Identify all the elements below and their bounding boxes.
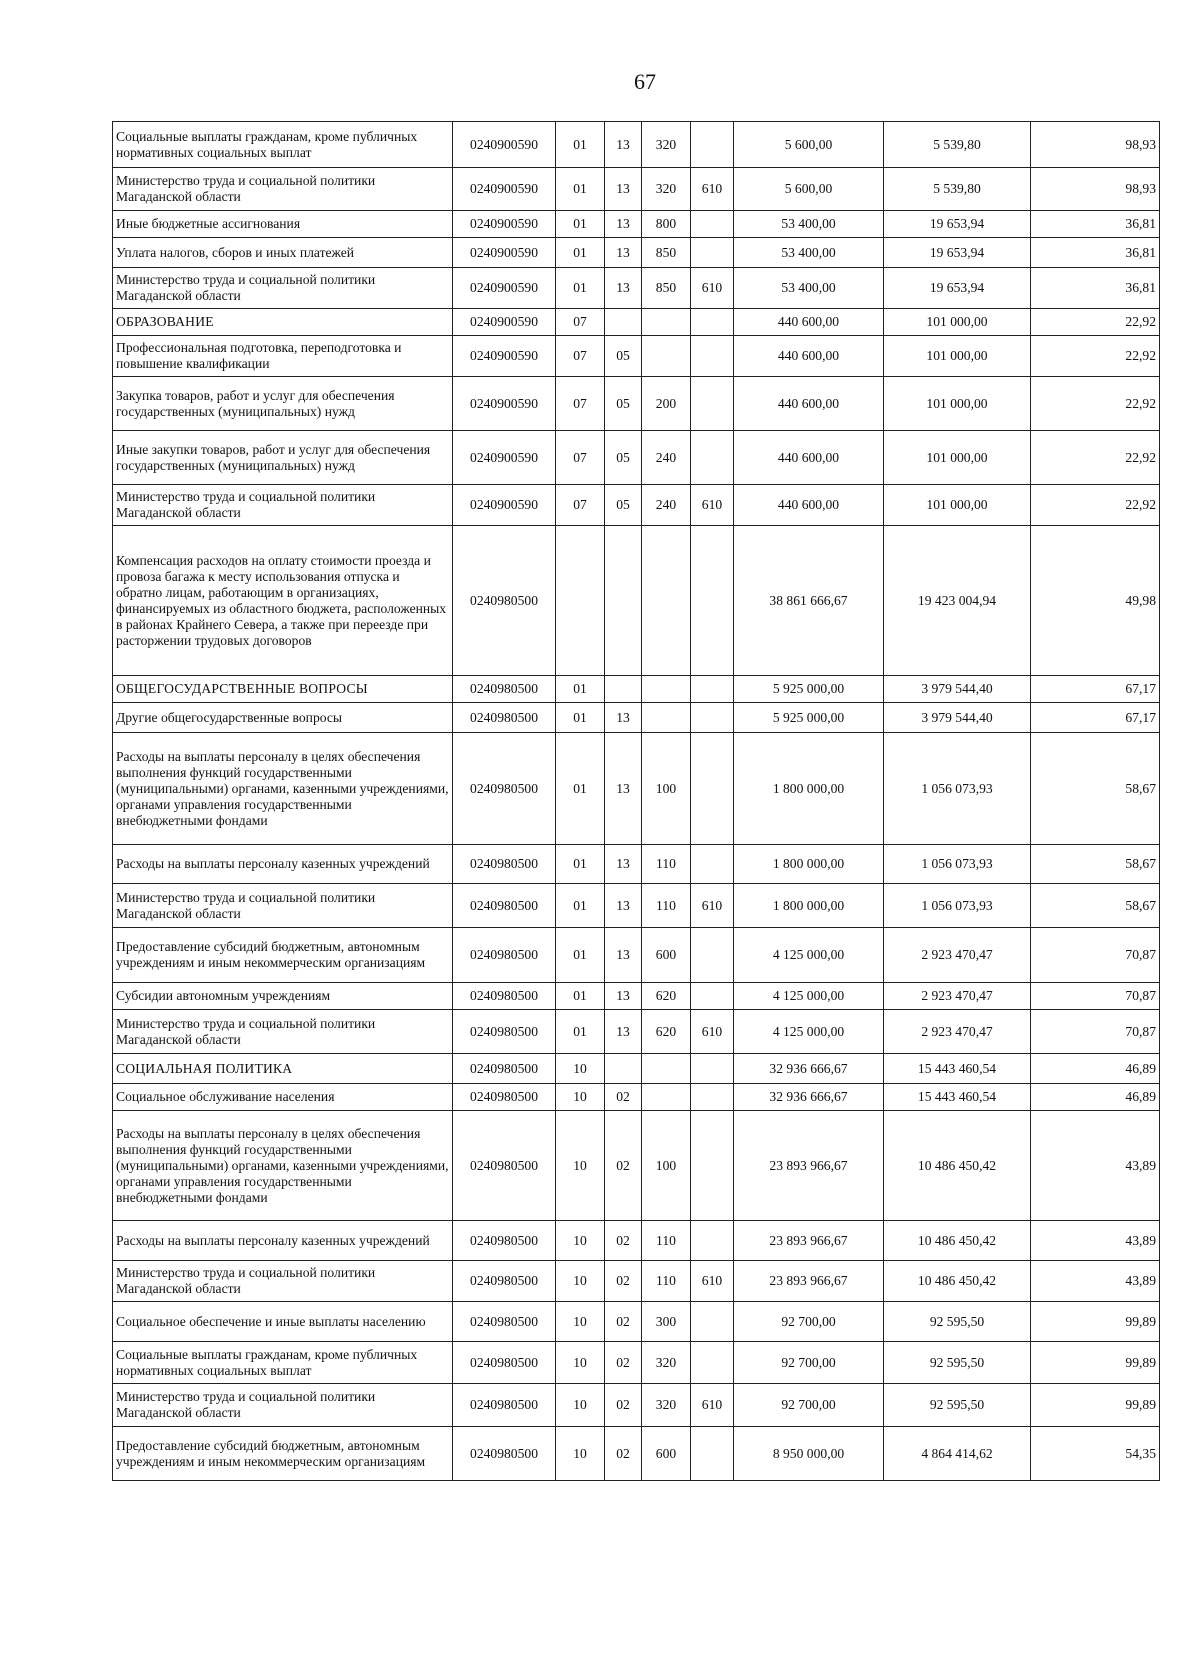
table-row xyxy=(113,1221,1160,1261)
section-code-cell xyxy=(556,526,605,676)
table-row xyxy=(113,928,1160,983)
section-code-cell: 01 xyxy=(556,168,605,211)
administrator-code-cell xyxy=(691,676,734,703)
table-row xyxy=(113,122,1160,168)
execution-percent-cell: 70,87 xyxy=(1031,928,1160,983)
administrator-code-cell xyxy=(691,1427,734,1481)
execution-percent-cell: 54,35 xyxy=(1031,1427,1160,1481)
expense-type-code-cell: 320 xyxy=(642,122,691,168)
execution-percent-cell: 46,89 xyxy=(1031,1084,1160,1111)
table-row xyxy=(113,1342,1160,1384)
expense-type-code-cell: 600 xyxy=(642,928,691,983)
actual-amount-cell: 92 595,50 xyxy=(884,1342,1031,1384)
expense-type-code-cell: 600 xyxy=(642,1427,691,1481)
table-row xyxy=(113,1054,1160,1084)
actual-amount-cell: 101 000,00 xyxy=(884,336,1031,377)
expense-type-code-cell: 800 xyxy=(642,211,691,238)
subsection-code-cell: 02 xyxy=(605,1111,642,1221)
section-code-cell: 10 xyxy=(556,1221,605,1261)
table-row xyxy=(113,983,1160,1010)
budget-table-body xyxy=(113,122,1160,1481)
administrator-code-cell xyxy=(691,928,734,983)
actual-amount-cell: 92 595,50 xyxy=(884,1302,1031,1342)
administrator-code-cell xyxy=(691,377,734,431)
target-code-cell: 0240900590 xyxy=(453,377,556,431)
section-code-cell: 07 xyxy=(556,377,605,431)
expense-type-code-cell: 100 xyxy=(642,1111,691,1221)
actual-amount-cell: 19 653,94 xyxy=(884,238,1031,268)
administrator-code-cell xyxy=(691,1302,734,1342)
actual-amount-cell: 1 056 073,93 xyxy=(884,733,1031,845)
target-code-cell: 0240980500 xyxy=(453,733,556,845)
administrator-code-cell xyxy=(691,845,734,884)
target-code-cell: 0240980500 xyxy=(453,845,556,884)
expense-type-code-cell xyxy=(642,703,691,733)
actual-amount-cell: 5 539,80 xyxy=(884,122,1031,168)
administrator-code-cell xyxy=(691,309,734,336)
target-code-cell: 0240980500 xyxy=(453,703,556,733)
planned-amount-cell: 440 600,00 xyxy=(734,377,884,431)
planned-amount-cell: 440 600,00 xyxy=(734,431,884,485)
administrator-code-cell xyxy=(691,1221,734,1261)
planned-amount-cell: 92 700,00 xyxy=(734,1384,884,1427)
section-code-cell: 01 xyxy=(556,676,605,703)
row-name-cell: Уплата налогов, сборов и иных платежей xyxy=(113,238,453,268)
execution-percent-cell: 67,17 xyxy=(1031,676,1160,703)
expense-type-code-cell: 240 xyxy=(642,485,691,526)
subsection-code-cell: 02 xyxy=(605,1427,642,1481)
section-code-cell: 07 xyxy=(556,431,605,485)
target-code-cell: 0240980500 xyxy=(453,1384,556,1427)
table-row xyxy=(113,676,1160,703)
actual-amount-cell: 15 443 460,54 xyxy=(884,1084,1031,1111)
subsection-code-cell: 13 xyxy=(605,928,642,983)
administrator-code-cell xyxy=(691,431,734,485)
row-name-cell: Предоставление субсидий бюджетным, автономным учреждениям и иным некоммерческим организациям xyxy=(113,928,453,983)
execution-percent-cell: 22,92 xyxy=(1031,377,1160,431)
planned-amount-cell: 38 861 666,67 xyxy=(734,526,884,676)
planned-amount-cell: 440 600,00 xyxy=(734,485,884,526)
actual-amount-cell: 101 000,00 xyxy=(884,431,1031,485)
row-name-cell: Министерство труда и социальной политики Магаданской области xyxy=(113,884,453,928)
subsection-code-cell: 13 xyxy=(605,983,642,1010)
section-code-cell: 10 xyxy=(556,1342,605,1384)
planned-amount-cell: 1 800 000,00 xyxy=(734,845,884,884)
section-code-cell: 10 xyxy=(556,1302,605,1342)
table-row xyxy=(113,238,1160,268)
section-code-cell: 01 xyxy=(556,211,605,238)
execution-percent-cell: 22,92 xyxy=(1031,336,1160,377)
table-row xyxy=(113,336,1160,377)
table-row xyxy=(113,703,1160,733)
page-number: 67 xyxy=(634,69,656,94)
actual-amount-cell: 101 000,00 xyxy=(884,309,1031,336)
section-code-cell: 01 xyxy=(556,733,605,845)
expense-type-code-cell xyxy=(642,309,691,336)
target-code-cell: 0240980500 xyxy=(453,983,556,1010)
expense-type-code-cell: 110 xyxy=(642,1261,691,1302)
execution-percent-cell: 70,87 xyxy=(1031,1010,1160,1054)
planned-amount-cell: 53 400,00 xyxy=(734,268,884,309)
row-name-cell: Закупка товаров, работ и услуг для обеспечения государственных (муниципальных) нужд xyxy=(113,377,453,431)
actual-amount-cell: 4 864 414,62 xyxy=(884,1427,1031,1481)
target-code-cell: 0240900590 xyxy=(453,485,556,526)
row-name-cell: Министерство труда и социальной политики Магаданской области xyxy=(113,1384,453,1427)
section-code-cell: 01 xyxy=(556,238,605,268)
administrator-code-cell xyxy=(691,703,734,733)
target-code-cell: 0240900590 xyxy=(453,168,556,211)
expense-type-code-cell: 850 xyxy=(642,238,691,268)
target-code-cell: 0240980500 xyxy=(453,1084,556,1111)
planned-amount-cell: 440 600,00 xyxy=(734,309,884,336)
planned-amount-cell: 1 800 000,00 xyxy=(734,884,884,928)
target-code-cell: 0240900590 xyxy=(453,238,556,268)
target-code-cell: 0240900590 xyxy=(453,122,556,168)
target-code-cell: 0240980500 xyxy=(453,1010,556,1054)
execution-percent-cell: 58,67 xyxy=(1031,884,1160,928)
administrator-code-cell: 610 xyxy=(691,168,734,211)
row-name-cell: Социальные выплаты гражданам, кроме публичных нормативных социальных выплат xyxy=(113,1342,453,1384)
execution-percent-cell: 43,89 xyxy=(1031,1261,1160,1302)
subsection-code-cell: 02 xyxy=(605,1261,642,1302)
subsection-code-cell: 02 xyxy=(605,1084,642,1111)
planned-amount-cell: 8 950 000,00 xyxy=(734,1427,884,1481)
planned-amount-cell: 5 925 000,00 xyxy=(734,703,884,733)
row-name-cell: ОБРАЗОВАНИЕ xyxy=(113,309,453,336)
expense-type-code-cell xyxy=(642,676,691,703)
planned-amount-cell: 1 800 000,00 xyxy=(734,733,884,845)
row-name-cell: Социальные выплаты гражданам, кроме публичных нормативных социальных выплат xyxy=(113,122,453,168)
subsection-code-cell: 13 xyxy=(605,211,642,238)
section-code-cell: 07 xyxy=(556,309,605,336)
actual-amount-cell: 19 653,94 xyxy=(884,211,1031,238)
subsection-code-cell: 05 xyxy=(605,485,642,526)
row-name-cell: Иные закупки товаров, работ и услуг для обеспечения государственных (муниципальных) нужд xyxy=(113,431,453,485)
actual-amount-cell: 92 595,50 xyxy=(884,1384,1031,1427)
target-code-cell: 0240980500 xyxy=(453,1302,556,1342)
administrator-code-cell xyxy=(691,238,734,268)
administrator-code-cell xyxy=(691,733,734,845)
table-row xyxy=(113,211,1160,238)
table-row xyxy=(113,1261,1160,1302)
row-name-cell: ОБЩЕГОСУДАРСТВЕННЫЕ ВОПРОСЫ xyxy=(113,676,453,703)
row-name-cell: Социальное обслуживание населения xyxy=(113,1084,453,1111)
expense-type-code-cell: 620 xyxy=(642,1010,691,1054)
table-row xyxy=(113,884,1160,928)
expense-type-code-cell: 110 xyxy=(642,884,691,928)
target-code-cell: 0240900590 xyxy=(453,211,556,238)
subsection-code-cell: 13 xyxy=(605,122,642,168)
row-name-cell: Иные бюджетные ассигнования xyxy=(113,211,453,238)
subsection-code-cell: 13 xyxy=(605,268,642,309)
execution-percent-cell: 36,81 xyxy=(1031,238,1160,268)
subsection-code-cell: 02 xyxy=(605,1221,642,1261)
actual-amount-cell: 2 923 470,47 xyxy=(884,928,1031,983)
section-code-cell: 10 xyxy=(556,1111,605,1221)
row-name-cell: Другие общегосударственные вопросы xyxy=(113,703,453,733)
administrator-code-cell: 610 xyxy=(691,485,734,526)
row-name-cell: Расходы на выплаты персоналу в целях обеспечения выполнения функций государственными (муниципальными) органами, казенными учреждениями, органами управления государственными внебюджетными фондами xyxy=(113,1111,453,1221)
row-name-cell: Министерство труда и социальной политики Магаданской области xyxy=(113,268,453,309)
administrator-code-cell xyxy=(691,211,734,238)
actual-amount-cell: 2 923 470,47 xyxy=(884,983,1031,1010)
execution-percent-cell: 22,92 xyxy=(1031,485,1160,526)
subsection-code-cell xyxy=(605,1054,642,1084)
subsection-code-cell xyxy=(605,309,642,336)
administrator-code-cell xyxy=(691,336,734,377)
table-row xyxy=(113,1384,1160,1427)
row-name-cell: Расходы на выплаты персоналу казенных учреждений xyxy=(113,1221,453,1261)
expense-type-code-cell: 320 xyxy=(642,168,691,211)
target-code-cell: 0240980500 xyxy=(453,676,556,703)
subsection-code-cell: 13 xyxy=(605,238,642,268)
actual-amount-cell: 3 979 544,40 xyxy=(884,703,1031,733)
table-row xyxy=(113,377,1160,431)
row-name-cell: СОЦИАЛЬНАЯ ПОЛИТИКА xyxy=(113,1054,453,1084)
actual-amount-cell: 15 443 460,54 xyxy=(884,1054,1031,1084)
row-name-cell: Предоставление субсидий бюджетным, автономным учреждениям и иным некоммерческим организациям xyxy=(113,1427,453,1481)
row-name-cell: Министерство труда и социальной политики Магаданской области xyxy=(113,168,453,211)
target-code-cell: 0240900590 xyxy=(453,431,556,485)
actual-amount-cell: 19 653,94 xyxy=(884,268,1031,309)
expense-type-code-cell: 110 xyxy=(642,845,691,884)
row-name-cell: Компенсация расходов на оплату стоимости проезда и провоза багажа к месту использования отпуска и обратно лицам, работающим в организациях, финансируемых из областного бюджета, расположенных в районах Крайнего Севера, а также при переезде при расторжении трудовых договоров xyxy=(113,526,453,676)
expense-type-code-cell xyxy=(642,336,691,377)
expense-type-code-cell xyxy=(642,526,691,676)
actual-amount-cell: 101 000,00 xyxy=(884,485,1031,526)
table-row xyxy=(113,1111,1160,1221)
table-row xyxy=(113,431,1160,485)
table-row xyxy=(113,168,1160,211)
target-code-cell: 0240980500 xyxy=(453,884,556,928)
subsection-code-cell: 13 xyxy=(605,884,642,928)
section-code-cell: 10 xyxy=(556,1384,605,1427)
section-code-cell: 01 xyxy=(556,845,605,884)
subsection-code-cell: 13 xyxy=(605,845,642,884)
administrator-code-cell xyxy=(691,983,734,1010)
expense-type-code-cell: 240 xyxy=(642,431,691,485)
row-name-cell: Профессиональная подготовка, переподготовка и повышение квалификации xyxy=(113,336,453,377)
actual-amount-cell: 10 486 450,42 xyxy=(884,1221,1031,1261)
administrator-code-cell xyxy=(691,1111,734,1221)
execution-percent-cell: 99,89 xyxy=(1031,1342,1160,1384)
subsection-code-cell: 13 xyxy=(605,703,642,733)
administrator-code-cell xyxy=(691,1342,734,1384)
budget-table xyxy=(112,121,1160,1481)
target-code-cell: 0240980500 xyxy=(453,526,556,676)
execution-percent-cell: 99,89 xyxy=(1031,1302,1160,1342)
expense-type-code-cell: 100 xyxy=(642,733,691,845)
expense-type-code-cell: 620 xyxy=(642,983,691,1010)
planned-amount-cell: 92 700,00 xyxy=(734,1342,884,1384)
planned-amount-cell: 92 700,00 xyxy=(734,1302,884,1342)
planned-amount-cell: 53 400,00 xyxy=(734,211,884,238)
row-name-cell: Министерство труда и социальной политики Магаданской области xyxy=(113,1261,453,1302)
actual-amount-cell: 101 000,00 xyxy=(884,377,1031,431)
section-code-cell: 10 xyxy=(556,1054,605,1084)
planned-amount-cell: 5 600,00 xyxy=(734,168,884,211)
execution-percent-cell: 36,81 xyxy=(1031,211,1160,238)
table-row xyxy=(113,1427,1160,1481)
row-name-cell: Субсидии автономным учреждениям xyxy=(113,983,453,1010)
target-code-cell: 0240900590 xyxy=(453,309,556,336)
planned-amount-cell: 32 936 666,67 xyxy=(734,1054,884,1084)
target-code-cell: 0240900590 xyxy=(453,336,556,377)
administrator-code-cell: 610 xyxy=(691,1010,734,1054)
planned-amount-cell: 5 600,00 xyxy=(734,122,884,168)
execution-percent-cell: 58,67 xyxy=(1031,845,1160,884)
table-row xyxy=(113,733,1160,845)
subsection-code-cell: 02 xyxy=(605,1342,642,1384)
section-code-cell: 10 xyxy=(556,1427,605,1481)
row-name-cell: Министерство труда и социальной политики Магаданской области xyxy=(113,1010,453,1054)
subsection-code-cell: 13 xyxy=(605,733,642,845)
target-code-cell: 0240980500 xyxy=(453,1054,556,1084)
administrator-code-cell: 610 xyxy=(691,884,734,928)
target-code-cell: 0240980500 xyxy=(453,1261,556,1302)
planned-amount-cell: 32 936 666,67 xyxy=(734,1084,884,1111)
table-row xyxy=(113,526,1160,676)
expense-type-code-cell xyxy=(642,1054,691,1084)
planned-amount-cell: 4 125 000,00 xyxy=(734,1010,884,1054)
table-row xyxy=(113,1010,1160,1054)
table-row xyxy=(113,845,1160,884)
subsection-code-cell: 13 xyxy=(605,168,642,211)
row-name-cell: Социальное обеспечение и иные выплаты населению xyxy=(113,1302,453,1342)
section-code-cell: 01 xyxy=(556,703,605,733)
target-code-cell: 0240900590 xyxy=(453,268,556,309)
section-code-cell: 01 xyxy=(556,1010,605,1054)
execution-percent-cell: 67,17 xyxy=(1031,703,1160,733)
table-row xyxy=(113,1302,1160,1342)
section-code-cell: 10 xyxy=(556,1084,605,1111)
subsection-code-cell: 02 xyxy=(605,1384,642,1427)
subsection-code-cell xyxy=(605,676,642,703)
execution-percent-cell: 46,89 xyxy=(1031,1054,1160,1084)
table-row xyxy=(113,1084,1160,1111)
section-code-cell: 01 xyxy=(556,928,605,983)
administrator-code-cell: 610 xyxy=(691,1261,734,1302)
actual-amount-cell: 2 923 470,47 xyxy=(884,1010,1031,1054)
subsection-code-cell: 05 xyxy=(605,431,642,485)
planned-amount-cell: 440 600,00 xyxy=(734,336,884,377)
section-code-cell: 01 xyxy=(556,884,605,928)
execution-percent-cell: 43,89 xyxy=(1031,1221,1160,1261)
table-row xyxy=(113,309,1160,336)
execution-percent-cell: 98,93 xyxy=(1031,168,1160,211)
execution-percent-cell: 49,98 xyxy=(1031,526,1160,676)
execution-percent-cell: 58,67 xyxy=(1031,733,1160,845)
subsection-code-cell: 02 xyxy=(605,1302,642,1342)
expense-type-code-cell xyxy=(642,1084,691,1111)
expense-type-code-cell: 320 xyxy=(642,1384,691,1427)
row-name-cell: Расходы на выплаты персоналу в целях обеспечения выполнения функций государственными (муниципальными) органами, казенными учреждениями, органами управления государственными внебюджетными фондами xyxy=(113,733,453,845)
subsection-code-cell: 05 xyxy=(605,377,642,431)
administrator-code-cell xyxy=(691,526,734,676)
actual-amount-cell: 10 486 450,42 xyxy=(884,1111,1031,1221)
section-code-cell: 07 xyxy=(556,336,605,377)
actual-amount-cell: 5 539,80 xyxy=(884,168,1031,211)
administrator-code-cell xyxy=(691,1084,734,1111)
subsection-code-cell: 05 xyxy=(605,336,642,377)
administrator-code-cell: 610 xyxy=(691,268,734,309)
actual-amount-cell: 19 423 004,94 xyxy=(884,526,1031,676)
target-code-cell: 0240980500 xyxy=(453,1342,556,1384)
execution-percent-cell: 22,92 xyxy=(1031,309,1160,336)
target-code-cell: 0240980500 xyxy=(453,928,556,983)
administrator-code-cell: 610 xyxy=(691,1384,734,1427)
expense-type-code-cell: 320 xyxy=(642,1342,691,1384)
planned-amount-cell: 23 893 966,67 xyxy=(734,1261,884,1302)
expense-type-code-cell: 200 xyxy=(642,377,691,431)
execution-percent-cell: 22,92 xyxy=(1031,431,1160,485)
actual-amount-cell: 3 979 544,40 xyxy=(884,676,1031,703)
actual-amount-cell: 10 486 450,42 xyxy=(884,1261,1031,1302)
section-code-cell: 01 xyxy=(556,268,605,309)
target-code-cell: 0240980500 xyxy=(453,1111,556,1221)
execution-percent-cell: 98,93 xyxy=(1031,122,1160,168)
planned-amount-cell: 53 400,00 xyxy=(734,238,884,268)
row-name-cell: Расходы на выплаты персоналу казенных учреждений xyxy=(113,845,453,884)
section-code-cell: 01 xyxy=(556,122,605,168)
table-row xyxy=(113,485,1160,526)
section-code-cell: 01 xyxy=(556,983,605,1010)
expense-type-code-cell: 850 xyxy=(642,268,691,309)
subsection-code-cell xyxy=(605,526,642,676)
planned-amount-cell: 5 925 000,00 xyxy=(734,676,884,703)
execution-percent-cell: 36,81 xyxy=(1031,268,1160,309)
execution-percent-cell: 99,89 xyxy=(1031,1384,1160,1427)
section-code-cell: 10 xyxy=(556,1261,605,1302)
table-row xyxy=(113,268,1160,309)
planned-amount-cell: 23 893 966,67 xyxy=(734,1111,884,1221)
expense-type-code-cell: 110 xyxy=(642,1221,691,1261)
row-name-cell: Министерство труда и социальной политики Магаданской области xyxy=(113,485,453,526)
planned-amount-cell: 4 125 000,00 xyxy=(734,928,884,983)
execution-percent-cell: 70,87 xyxy=(1031,983,1160,1010)
target-code-cell: 0240980500 xyxy=(453,1221,556,1261)
actual-amount-cell: 1 056 073,93 xyxy=(884,884,1031,928)
administrator-code-cell xyxy=(691,122,734,168)
planned-amount-cell: 4 125 000,00 xyxy=(734,983,884,1010)
subsection-code-cell: 13 xyxy=(605,1010,642,1054)
execution-percent-cell: 43,89 xyxy=(1031,1111,1160,1221)
planned-amount-cell: 23 893 966,67 xyxy=(734,1221,884,1261)
actual-amount-cell: 1 056 073,93 xyxy=(884,845,1031,884)
section-code-cell: 07 xyxy=(556,485,605,526)
expense-type-code-cell: 300 xyxy=(642,1302,691,1342)
target-code-cell: 0240980500 xyxy=(453,1427,556,1481)
administrator-code-cell xyxy=(691,1054,734,1084)
